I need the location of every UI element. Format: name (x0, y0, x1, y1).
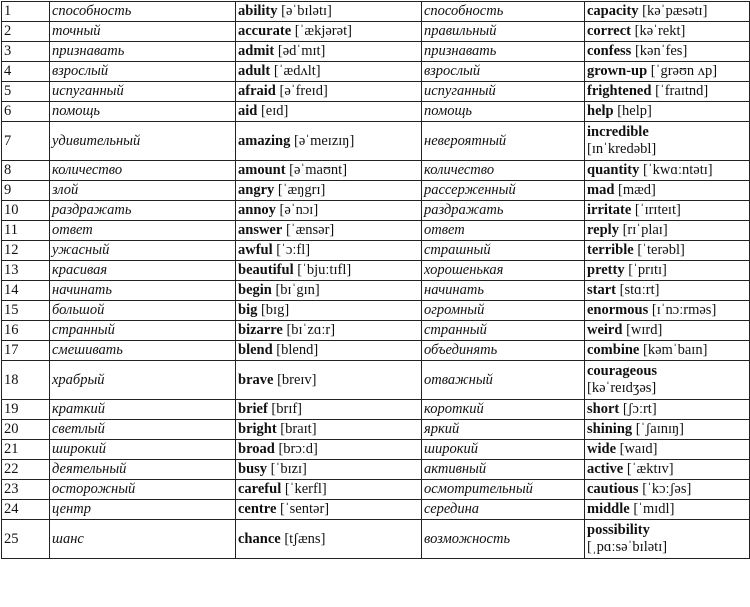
transcription: [stɑːrt] (619, 282, 660, 298)
english-synonym-cell (585, 460, 750, 480)
english-word: big (238, 302, 258, 318)
table-row (2, 341, 750, 361)
english-word-cell (236, 2, 422, 22)
transcription: [tʃæns] (284, 530, 326, 547)
english-word: centre (238, 501, 277, 517)
transcription: [rɪˈplaɪ] (622, 222, 668, 238)
transcription: [bɪˈzɑːr] (286, 322, 336, 338)
transcription: [ˈʃaɪnɪŋ] (635, 421, 685, 437)
russian-word: точный (50, 22, 236, 42)
russian-word: признавать (50, 42, 236, 62)
english-synonym: capacity (587, 3, 639, 19)
english-word: amazing (238, 132, 291, 149)
row-number: 2 (2, 22, 50, 42)
english-word: begin (238, 282, 272, 298)
transcription: [ˈɪrɪteɪt] (634, 202, 681, 218)
row-number: 14 (2, 281, 50, 301)
table-row (2, 301, 750, 321)
english-word: afraid (238, 83, 276, 99)
transcription: [ˈbɪzɪ] (270, 461, 307, 477)
english-word-cell (236, 420, 422, 440)
transcription: [bɪˈgɪn] (275, 282, 320, 298)
russian-synonym: возможность (422, 520, 585, 559)
english-synonym-cell (585, 241, 750, 261)
english-synonym: help (587, 103, 614, 119)
russian-word: ужасный (50, 241, 236, 261)
english-synonym-cell (585, 281, 750, 301)
english-word-cell (236, 301, 422, 321)
english-synonym-cell (585, 261, 750, 281)
english-synonym-cell (585, 122, 750, 161)
russian-word: красивая (50, 261, 236, 281)
table-row (2, 102, 750, 122)
russian-word: взрослый (50, 62, 236, 82)
english-synonym-cell (585, 42, 750, 62)
russian-synonym: отважный (422, 361, 585, 400)
english-word: beautiful (238, 262, 294, 278)
table-row (2, 281, 750, 301)
transcription: [ɪnˈkredəbl] (587, 141, 657, 157)
table-row (2, 261, 750, 281)
english-synonym: possibility (587, 522, 650, 538)
transcription: [kəmˈbaɪn] (642, 342, 708, 358)
english-synonym-cell (585, 520, 750, 559)
english-synonym: wide (587, 441, 616, 457)
english-synonym-cell (585, 62, 750, 82)
russian-synonym: рассерженный (422, 181, 585, 201)
russian-word: ответ (50, 221, 236, 241)
english-word-cell (236, 500, 422, 520)
russian-synonym: испуганный (422, 82, 585, 102)
transcription: [breɪv] (277, 371, 317, 388)
english-synonym-cell (585, 500, 750, 520)
english-synonym-cell (585, 22, 750, 42)
transcription: [əˈbɪlətɪ] (281, 3, 332, 19)
russian-synonym: начинать (422, 281, 585, 301)
transcription: [ˈædʌlt] (273, 63, 321, 79)
english-word: aid (238, 103, 258, 119)
table-row (2, 221, 750, 241)
english-word-cell (236, 102, 422, 122)
english-word-cell (236, 42, 422, 62)
english-synonym: grown-up (587, 63, 648, 79)
russian-synonym: страшный (422, 241, 585, 261)
transcription: [əˈmeɪzɪŋ] (293, 132, 355, 149)
row-number: 11 (2, 221, 50, 241)
table-row (2, 181, 750, 201)
russian-synonym: невероятный (422, 122, 585, 161)
row-number: 1 (2, 2, 50, 22)
english-word: admit (238, 43, 275, 59)
russian-synonym: середина (422, 500, 585, 520)
english-synonym-cell (585, 321, 750, 341)
table-row (2, 400, 750, 420)
transcription: [əˈfreɪd] (279, 83, 328, 99)
russian-synonym: огромный (422, 301, 585, 321)
english-word: amount (238, 162, 286, 178)
table-row (2, 520, 750, 559)
table-row (2, 62, 750, 82)
vocabulary-table (1, 1, 750, 559)
transcription: [ˈkerfl] (284, 481, 327, 497)
english-synonym-cell (585, 400, 750, 420)
english-word: blend (238, 342, 273, 358)
english-synonym-cell (585, 82, 750, 102)
english-synonym: combine (587, 342, 640, 358)
table-row (2, 161, 750, 181)
english-word: accurate (238, 23, 292, 39)
russian-word: храбрый (50, 361, 236, 400)
transcription: [brɔːd] (278, 441, 318, 457)
transcription: [kəˈpæsətɪ] (642, 3, 708, 19)
russian-synonym: активный (422, 460, 585, 480)
russian-word: краткий (50, 400, 236, 420)
english-word: bright (238, 421, 277, 437)
english-synonym: correct (587, 23, 631, 39)
transcription: [ˌpɑːsəˈbɪlətɪ] (587, 539, 668, 555)
russian-synonym: ответ (422, 221, 585, 241)
transcription: [ˈbjuːtɪfl] (297, 262, 352, 278)
english-synonym-cell (585, 440, 750, 460)
english-synonym: incredible (587, 124, 649, 140)
english-word-cell (236, 82, 422, 102)
russian-synonym: способность (422, 2, 585, 22)
english-word: brief (238, 401, 268, 417)
russian-synonym: признавать (422, 42, 585, 62)
row-number: 17 (2, 341, 50, 361)
english-word-cell (236, 161, 422, 181)
russian-word: деятельный (50, 460, 236, 480)
english-word-cell (236, 460, 422, 480)
english-word: brave (238, 371, 274, 388)
english-synonym-cell (585, 361, 750, 400)
transcription: [ˈgrəʊn ʌp] (650, 63, 718, 79)
english-synonym: confess (587, 43, 632, 59)
row-number: 7 (2, 122, 50, 161)
english-word-cell (236, 221, 422, 241)
russian-word: испуганный (50, 82, 236, 102)
table-row (2, 22, 750, 42)
table-row (2, 82, 750, 102)
row-number: 9 (2, 181, 50, 201)
row-number: 4 (2, 62, 50, 82)
transcription: [ˈterəbl] (637, 242, 685, 258)
english-synonym-cell (585, 161, 750, 181)
english-synonym: frightened (587, 83, 652, 99)
table-row (2, 420, 750, 440)
english-word-cell (236, 122, 422, 161)
russian-synonym: объединять (422, 341, 585, 361)
english-word: awful (238, 242, 273, 258)
english-word-cell (236, 341, 422, 361)
english-word: broad (238, 441, 275, 457)
english-synonym: pretty (587, 262, 625, 278)
russian-word: шанс (50, 520, 236, 559)
transcription: [help] (617, 103, 652, 119)
transcription: [mæd] (618, 182, 656, 198)
english-word: answer (238, 222, 283, 238)
english-word: adult (238, 63, 271, 79)
transcription: [kənˈfes] (634, 43, 688, 59)
transcription: [ˈɔːfl] (276, 242, 311, 258)
transcription: [ɪˈnɔːrməs] (651, 302, 717, 318)
row-number: 15 (2, 301, 50, 321)
russian-word: количество (50, 161, 236, 181)
english-synonym-cell (585, 480, 750, 500)
english-word: busy (238, 461, 268, 477)
english-word: careful (238, 481, 282, 497)
russian-word: большой (50, 301, 236, 321)
transcription: [ʃɔːrt] (622, 401, 657, 417)
russian-word: помощь (50, 102, 236, 122)
row-number: 19 (2, 400, 50, 420)
row-number: 10 (2, 201, 50, 221)
table-row (2, 480, 750, 500)
transcription: [əˈmaʊnt] (289, 162, 348, 178)
table-row (2, 500, 750, 520)
row-number: 12 (2, 241, 50, 261)
russian-synonym: количество (422, 161, 585, 181)
english-word-cell (236, 440, 422, 460)
row-number: 24 (2, 500, 50, 520)
transcription: [ˈprɪtɪ] (628, 262, 667, 278)
transcription: [wɪrd] (626, 322, 663, 338)
russian-synonym: короткий (422, 400, 585, 420)
russian-synonym: хорошенькая (422, 261, 585, 281)
english-word: ability (238, 3, 278, 19)
russian-word: удивительный (50, 122, 236, 161)
english-word-cell (236, 241, 422, 261)
transcription: [ˈfraɪtnd] (655, 83, 709, 99)
english-word-cell (236, 62, 422, 82)
russian-word: раздражать (50, 201, 236, 221)
english-word-cell (236, 201, 422, 221)
english-word-cell (236, 480, 422, 500)
row-number: 16 (2, 321, 50, 341)
english-word: bizarre (238, 322, 283, 338)
english-synonym: weird (587, 322, 623, 338)
russian-synonym: широкий (422, 440, 585, 460)
english-synonym: short (587, 401, 620, 417)
english-word: annoy (238, 202, 276, 218)
row-number: 3 (2, 42, 50, 62)
transcription: [ədˈmɪt] (277, 43, 326, 59)
english-synonym: cautious (587, 481, 639, 497)
transcription: [eɪd] (260, 103, 289, 119)
english-synonym-cell (585, 201, 750, 221)
russian-word: странный (50, 321, 236, 341)
table-row (2, 201, 750, 221)
english-word-cell (236, 321, 422, 341)
table-row (2, 460, 750, 480)
transcription: [ˈkɔːʃəs] (642, 481, 692, 497)
english-synonym-cell (585, 341, 750, 361)
russian-synonym: взрослый (422, 62, 585, 82)
russian-word: смешивать (50, 341, 236, 361)
row-number: 22 (2, 460, 50, 480)
row-number: 23 (2, 480, 50, 500)
russian-synonym: раздражать (422, 201, 585, 221)
english-word-cell (236, 520, 422, 559)
english-synonym: reply (587, 222, 619, 238)
transcription: [blend] (276, 342, 319, 358)
row-number: 21 (2, 440, 50, 460)
english-word-cell (236, 400, 422, 420)
russian-word: способность (50, 2, 236, 22)
row-number: 25 (2, 520, 50, 559)
english-synonym: active (587, 461, 624, 477)
table-row (2, 321, 750, 341)
transcription: [ˈsentər] (280, 501, 330, 517)
english-synonym: enormous (587, 302, 649, 318)
english-synonym: middle (587, 501, 630, 517)
russian-word: широкий (50, 440, 236, 460)
english-synonym-cell (585, 301, 750, 321)
english-synonym: courageous (587, 363, 658, 379)
row-number: 6 (2, 102, 50, 122)
vocabulary-table-body (2, 2, 750, 559)
transcription: [ˈæktɪv] (626, 461, 674, 477)
transcription: [əˈnɔɪ] (279, 202, 319, 218)
russian-synonym: странный (422, 321, 585, 341)
english-word: angry (238, 182, 275, 198)
english-synonym-cell (585, 221, 750, 241)
russian-word: осторожный (50, 480, 236, 500)
transcription: [ˈænsər] (285, 222, 335, 238)
russian-synonym: яркий (422, 420, 585, 440)
transcription: [brɪf] (271, 401, 303, 417)
transcription: [ˈkwɑːntətɪ] (643, 162, 713, 178)
russian-word: светлый (50, 420, 236, 440)
transcription: [bɪg] (260, 302, 290, 318)
table-row (2, 2, 750, 22)
english-word: chance (238, 530, 281, 547)
english-synonym-cell (585, 181, 750, 201)
english-synonym: irritate (587, 202, 632, 218)
transcription: [waɪd] (619, 441, 658, 457)
transcription: [ˈmɪdl] (633, 501, 675, 517)
english-synonym-cell (585, 2, 750, 22)
transcription: [kəˈrekt] (634, 23, 686, 39)
english-word-cell (236, 361, 422, 400)
russian-word: злой (50, 181, 236, 201)
transcription: [kəˈreɪdʒəs] (587, 380, 657, 396)
table-row (2, 440, 750, 460)
row-number: 5 (2, 82, 50, 102)
russian-word: центр (50, 500, 236, 520)
table-row (2, 361, 750, 400)
english-synonym: start (587, 282, 616, 298)
english-word-cell (236, 281, 422, 301)
row-number: 20 (2, 420, 50, 440)
english-synonym: mad (587, 182, 615, 198)
table-row (2, 241, 750, 261)
english-synonym: shining (587, 421, 633, 437)
row-number: 18 (2, 361, 50, 400)
table-row (2, 42, 750, 62)
russian-synonym: правильный (422, 22, 585, 42)
russian-synonym: помощь (422, 102, 585, 122)
russian-word: начинать (50, 281, 236, 301)
english-word-cell (236, 261, 422, 281)
english-word-cell (236, 181, 422, 201)
row-number: 8 (2, 161, 50, 181)
english-synonym: quantity (587, 162, 640, 178)
transcription: [braɪt] (280, 421, 317, 437)
english-synonym-cell (585, 420, 750, 440)
english-synonym: terrible (587, 242, 634, 258)
russian-synonym: осмотрительный (422, 480, 585, 500)
row-number: 13 (2, 261, 50, 281)
english-word-cell (236, 22, 422, 42)
transcription: [ˈæŋgrɪ] (277, 182, 326, 198)
english-synonym-cell (585, 102, 750, 122)
transcription: [ˈækjərət] (294, 23, 352, 39)
table-row (2, 122, 750, 161)
